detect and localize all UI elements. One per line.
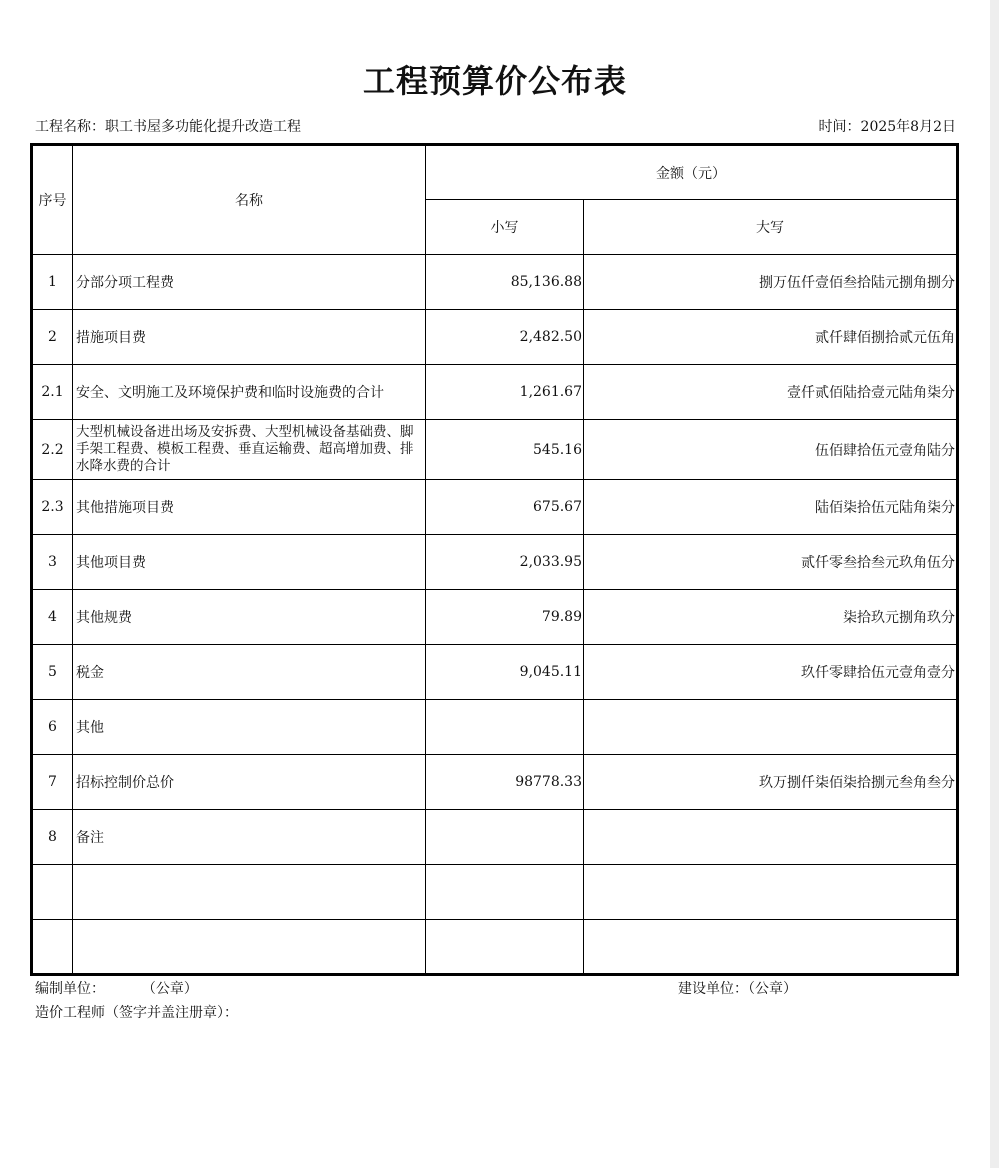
row-name: 其他 — [73, 700, 426, 755]
row-amount-small: 2,033.95 — [426, 535, 584, 590]
table-row — [32, 310, 958, 365]
project-info — [35, 116, 301, 136]
page-edge — [990, 0, 999, 1168]
row-amount-big — [584, 920, 958, 975]
row-amount-big: 贰仟肆佰捌拾贰元伍角 — [584, 310, 958, 365]
row-seq — [32, 865, 73, 920]
row-amount-small: 9,045.11 — [426, 645, 584, 700]
engineer-signature: 造价工程师（签字并盖注册章）： — [35, 1005, 238, 1021]
row-amount-small — [426, 810, 584, 865]
compiler-label: 编制单位： — [35, 981, 105, 997]
header-amount: 金额（元） — [426, 145, 958, 200]
row-amount-big: 陆佰柒拾伍元陆角柒分 — [584, 480, 958, 535]
row-amount-big — [584, 810, 958, 865]
row-name: 其他措施项目费 — [73, 480, 426, 535]
row-name: 其他项目费 — [73, 535, 426, 590]
row-seq: 2.1 — [32, 365, 73, 420]
row-amount-big: 玖仟零肆拾伍元壹角壹分 — [584, 645, 958, 700]
row-seq: 2 — [32, 310, 73, 365]
header-name: 名称 — [73, 145, 426, 255]
row-amount-small: 675.67 — [426, 480, 584, 535]
builder-seal: （公章） — [748, 981, 797, 997]
page-title: 工程预算价公布表 — [362, 62, 627, 100]
row-amount-big: 玖万捌仟柒佰柒拾捌元叁角叁分 — [584, 755, 958, 810]
row-amount-big — [584, 865, 958, 920]
row-amount-small: 2,482.50 — [426, 310, 584, 365]
row-amount-big: 伍佰肆拾伍元壹角陆分 — [584, 420, 958, 480]
table-row — [32, 535, 958, 590]
row-name: 大型机械设备进出场及安拆费、大型机械设备基础费、脚手架工程费、模板工程费、垂直运输费、超高增加费、排水降水费的合计 — [73, 420, 426, 480]
row-seq: 3 — [32, 535, 73, 590]
row-amount-small — [426, 920, 584, 975]
row-name: 措施项目费 — [73, 310, 426, 365]
date-value: 2025年8月2日 — [860, 119, 956, 135]
row-name: 其他规费 — [73, 590, 426, 645]
table-row — [32, 480, 958, 535]
header-seq: 序号 — [32, 145, 73, 255]
row-amount-small: 85,136.88 — [426, 255, 584, 310]
row-seq: 2.3 — [32, 480, 73, 535]
budget-table — [30, 143, 959, 976]
row-amount-small: 79.89 — [426, 590, 584, 645]
row-amount-small — [426, 865, 584, 920]
row-name: 税金 — [73, 645, 426, 700]
row-name: 招标控制价总价 — [73, 755, 426, 810]
row-seq: 4 — [32, 590, 73, 645]
row-seq: 2.2 — [32, 420, 73, 480]
table-row — [32, 645, 958, 700]
table-row — [32, 255, 958, 310]
row-amount-big: 捌万伍仟壹佰叁拾陆元捌角捌分 — [584, 255, 958, 310]
builder-label: 建设单位： — [678, 981, 748, 997]
row-seq: 6 — [32, 700, 73, 755]
row-amount-big: 贰仟零叁拾叁元玖角伍分 — [584, 535, 958, 590]
row-name: 安全、文明施工及环境保护费和临时设施费的合计 — [73, 365, 426, 420]
row-name — [73, 920, 426, 975]
row-amount-big: 壹仟贰佰陆拾壹元陆角柒分 — [584, 365, 958, 420]
builder-unit — [678, 978, 797, 998]
header-big: 大写 — [584, 200, 958, 255]
table-row — [32, 755, 958, 810]
table-row — [32, 420, 958, 480]
row-amount-big: 柒拾玖元捌角玖分 — [584, 590, 958, 645]
row-seq: 7 — [32, 755, 73, 810]
row-seq: 5 — [32, 645, 73, 700]
row-seq — [32, 920, 73, 975]
table-row — [32, 810, 958, 865]
row-amount-big — [584, 700, 958, 755]
header-small: 小写 — [426, 200, 584, 255]
table-row — [32, 590, 958, 645]
compiler-seal: （公章） — [141, 981, 198, 997]
row-amount-small: 545.16 — [426, 420, 584, 480]
table-row — [32, 920, 958, 975]
project-name: 职工书屋多功能化提升改造工程 — [105, 119, 301, 135]
project-label: 工程名称： — [35, 119, 105, 135]
date-info — [819, 116, 956, 136]
row-amount-small: 98778.33 — [426, 755, 584, 810]
row-name: 备注 — [73, 810, 426, 865]
compiler-unit — [35, 978, 198, 998]
table-row — [32, 865, 958, 920]
table-row — [32, 365, 958, 420]
row-seq: 8 — [32, 810, 73, 865]
row-amount-small — [426, 700, 584, 755]
row-seq: 1 — [32, 255, 73, 310]
row-name — [73, 865, 426, 920]
row-name: 分部分项工程费 — [73, 255, 426, 310]
row-amount-small: 1,261.67 — [426, 365, 584, 420]
date-label: 时间： — [818, 119, 861, 135]
table-row — [32, 700, 958, 755]
